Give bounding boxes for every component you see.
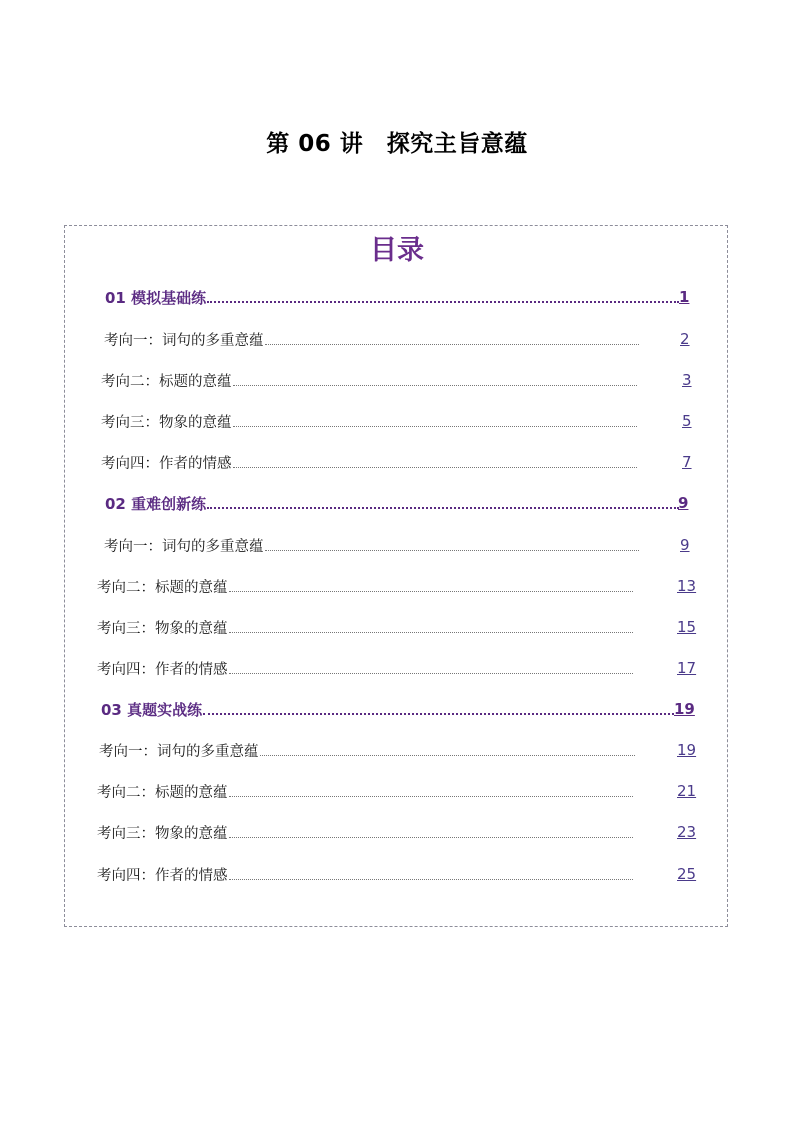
toc-page-link[interactable]: 1 (679, 288, 690, 306)
dot-leader (229, 837, 634, 838)
toc-item[interactable] (101, 370, 638, 390)
dot-leader (229, 632, 634, 633)
page-title: 第 06 讲 探究主旨意蕴 (266, 131, 528, 157)
toc-section-02[interactable] (105, 493, 680, 513)
dot-leader (229, 796, 634, 797)
toc-item[interactable] (101, 411, 638, 431)
toc-page-link[interactable]: 25 (677, 865, 697, 883)
toc-item[interactable] (97, 864, 634, 884)
toc-item-label: 考向一：词句的多重意蕴 (104, 332, 264, 349)
toc-item[interactable] (104, 535, 640, 555)
toc-page-link[interactable]: 5 (682, 412, 692, 430)
dot-leader (265, 344, 640, 345)
toc-page-link[interactable]: 15 (677, 618, 697, 636)
toc-page-link[interactable]: 9 (680, 536, 690, 554)
toc-item[interactable] (97, 781, 634, 801)
toc-page-link[interactable]: 9 (678, 494, 689, 512)
toc-item-label: 考向二：标题的意蕴 (101, 373, 232, 390)
dot-leader (229, 879, 634, 880)
toc-page-link[interactable]: 17 (677, 659, 697, 677)
toc-item-label: 考向二：标题的意蕴 (97, 784, 228, 801)
toc-item-label: 考向三：物象的意蕴 (101, 414, 232, 431)
toc-page-link[interactable]: 19 (677, 741, 697, 759)
dot-leader (207, 301, 679, 303)
toc-item[interactable] (104, 329, 640, 349)
toc-page-link[interactable]: 19 (674, 700, 695, 718)
toc-section-label: 03 真题实战练 (101, 700, 203, 719)
dot-leader (207, 507, 679, 509)
toc-item-label: 考向四：作者的情感 (97, 867, 228, 884)
dot-leader (265, 550, 640, 551)
toc-item[interactable] (101, 452, 638, 472)
toc-item[interactable] (97, 658, 634, 678)
toc-item-label: 考向四：作者的情感 (97, 661, 228, 678)
toc-item-label: 考向二：标题的意蕴 (97, 579, 228, 596)
dot-leader (233, 385, 638, 386)
toc-page-link[interactable]: 3 (682, 371, 692, 389)
toc-item[interactable] (97, 617, 634, 637)
dot-leader (229, 673, 634, 674)
toc-page-link[interactable]: 7 (682, 453, 692, 471)
dot-leader (203, 713, 674, 715)
toc-item-label: 考向一：词句的多重意蕴 (99, 743, 259, 760)
toc-section-label: 01 模拟基础练 (105, 288, 207, 307)
toc-item[interactable] (97, 576, 634, 596)
dot-leader (233, 467, 638, 468)
toc-page-link[interactable]: 13 (677, 577, 697, 595)
toc-page-link[interactable]: 21 (677, 782, 697, 800)
toc-item-label: 考向三：物象的意蕴 (97, 620, 228, 637)
toc-item[interactable] (97, 822, 634, 842)
dot-leader (233, 426, 638, 427)
toc-section-03[interactable] (101, 699, 675, 719)
toc-heading: 目录 (370, 235, 424, 266)
toc-page-link[interactable]: 2 (680, 330, 690, 348)
toc-item-label: 考向四：作者的情感 (101, 455, 232, 472)
dot-leader (229, 591, 634, 592)
dot-leader (260, 755, 636, 756)
toc-page-link[interactable]: 23 (677, 823, 697, 841)
toc-section-label: 02 重难创新练 (105, 494, 207, 513)
toc-item-label: 考向一：词句的多重意蕴 (104, 538, 264, 555)
toc-item[interactable] (99, 740, 636, 760)
toc-section-01[interactable] (105, 287, 680, 307)
toc-item-label: 考向三：物象的意蕴 (97, 825, 228, 842)
